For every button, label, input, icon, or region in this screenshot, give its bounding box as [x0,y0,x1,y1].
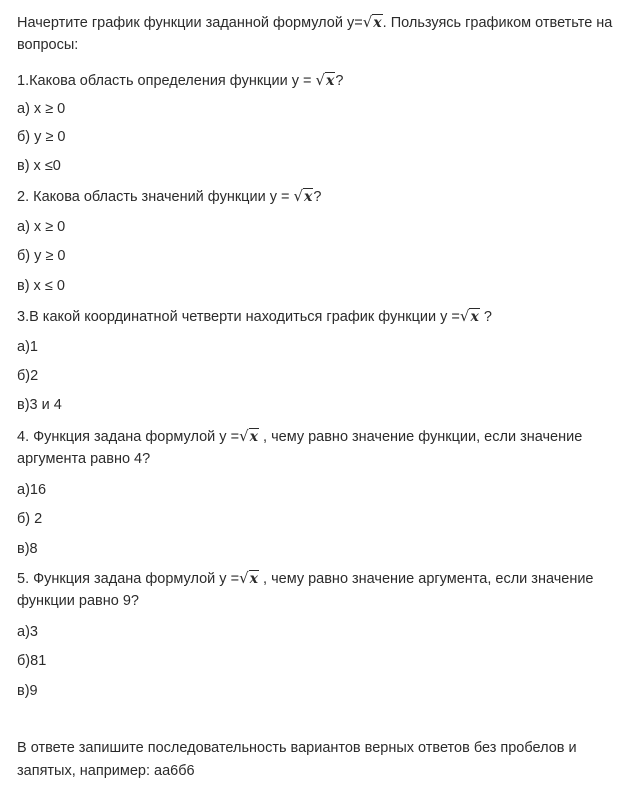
question-1-text: 1.Какова область определения функции y = [17,73,316,89]
sqrt-symbol: √ [315,71,326,89]
q4-option-c: в)8 [17,541,38,557]
intro-line-2: вопросы: [17,37,79,53]
question-1-mark: ? [335,73,344,89]
q5-option-c: в)9 [17,683,38,699]
math-variable: x [326,73,335,89]
intro-line-1 [17,12,612,33]
q4-option-b: б) 2 [17,511,43,527]
math-variable: x [373,15,382,31]
question-3-mark: ? [479,309,492,325]
question-5-text-cont: , чему равно значение аргумента, если значение [258,571,594,587]
question-5-line-2: функции равно 9? [17,593,139,609]
q2-option-c: в) x ≤ 0 [17,278,65,294]
q3-option-a: а)1 [17,339,38,355]
q5-option-b: б)81 [17,653,47,669]
sqrt-symbol: √ [293,187,304,205]
math-variable: x [304,189,313,205]
q5-option-a: а)3 [17,624,38,640]
q3-option-c: в)3 и 4 [17,397,62,413]
question-4-line-2: аргумента равно 4? [17,451,151,467]
q1-option-c: в) x ≤0 [17,158,61,174]
q1-option-b: б) y ≥ 0 [17,129,66,145]
sqrt-expression [239,568,259,589]
q2-option-b: б) y ≥ 0 [17,248,66,264]
question-2-mark: ? [313,189,322,205]
sqrt-expression [315,70,335,91]
question-1 [17,70,343,91]
intro-text: Начертите график функции заданной формулой y= [17,15,363,31]
sqrt-expression [460,306,480,327]
intro-text-cont: . Пользуясь графиком ответьте на [382,15,613,31]
sqrt-expression [363,12,383,33]
footer-instruction-line-1: В ответе запишите последовательность вариантов верных ответов без пробелов и [17,740,577,756]
q4-option-a: а)16 [17,482,47,498]
sqrt-symbol: √ [239,569,249,587]
question-4-text-cont: , чему равно значение функции, если значение [258,429,583,445]
math-variable: x [249,429,258,445]
math-variable: x [249,571,258,587]
footer-instruction-line-2: запятых, например: аа6б6 [17,763,195,779]
q1-option-a: а) x ≥ 0 [17,101,66,117]
q2-option-a: а) x ≥ 0 [17,219,66,235]
question-5-text: 5. Функция задана формулой y = [17,571,240,587]
sqrt-symbol: √ [459,307,470,325]
sqrt-expression [293,186,313,207]
math-variable: x [470,309,479,325]
question-4 [17,426,582,447]
q3-option-b: б)2 [17,368,39,384]
sqrt-symbol: √ [362,13,373,31]
sqrt-expression [239,426,259,447]
question-3 [17,306,492,327]
question-2-text: 2. Какова область значений функции y = [17,189,294,205]
question-5 [17,568,594,589]
question-3-text: 3.В какой координатной четверти находиться график функции y = [17,309,460,325]
sqrt-symbol: √ [239,427,249,445]
question-2 [17,186,321,207]
question-4-text: 4. Функция задана формулой y = [17,429,240,445]
